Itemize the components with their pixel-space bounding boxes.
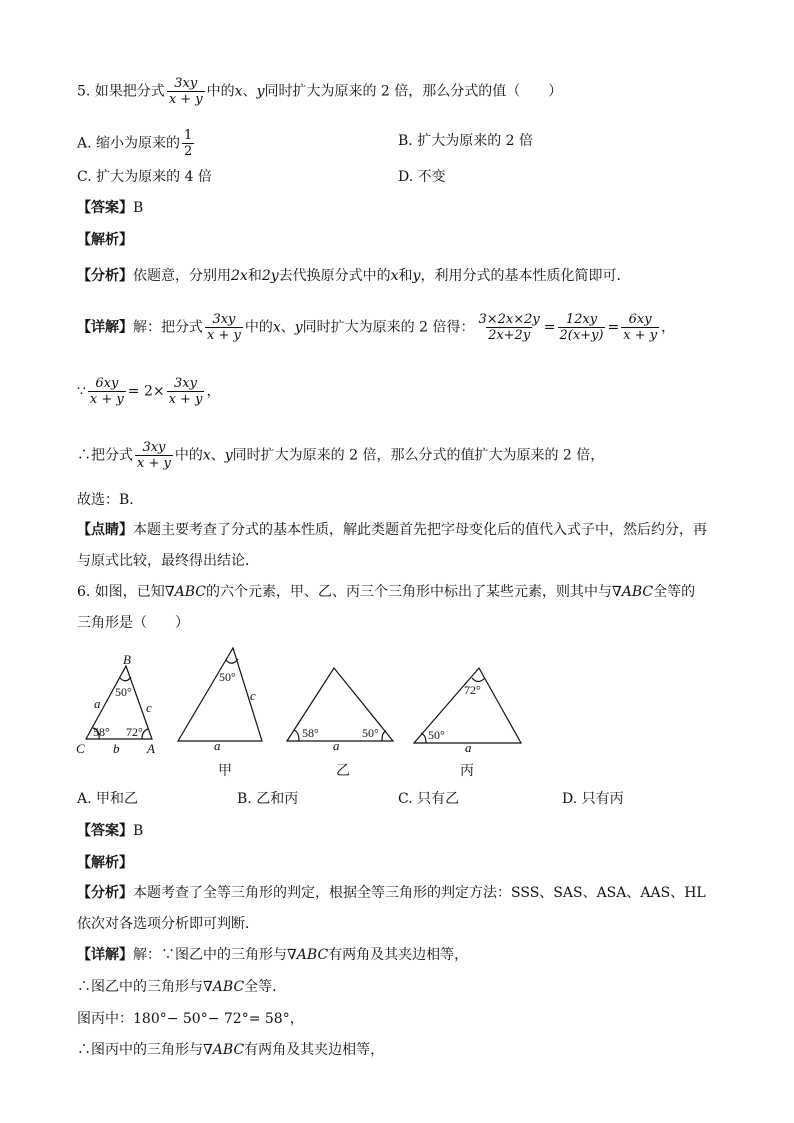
triangle-symbol: ∇ xyxy=(203,979,213,995)
side-a-bing: a xyxy=(465,740,472,755)
q5-select: 故选：B． xyxy=(77,492,144,508)
var-y: y xyxy=(412,268,421,284)
q6-option-d: D. 只有丙 xyxy=(562,791,624,807)
q5-because xyxy=(77,376,220,407)
triangle-symbol: ∇ xyxy=(164,584,175,600)
frac-num: 3xy xyxy=(174,376,197,391)
var-x: x xyxy=(272,319,281,336)
side-a-jia: a xyxy=(214,738,221,753)
fenxi-text: 去代换原分式中的 xyxy=(278,268,391,284)
fenxi-text: ，利用分式的基本性质化简即可． xyxy=(420,268,631,284)
fenxi-text: 和 xyxy=(247,268,262,284)
q6-option-b: B. 乙和丙 xyxy=(237,791,299,807)
q6-option-c: C. 只有乙 xyxy=(398,791,460,807)
frac-num: 6xy xyxy=(628,312,652,327)
angle-yi-right-label: 50° xyxy=(362,726,379,740)
fenxi-text: 依题意，分别用 xyxy=(133,268,231,284)
q5-option-b: B. 扩大为原来的 2 倍 xyxy=(398,133,533,149)
answer-tag: 【答案】 xyxy=(77,823,133,839)
q5-analysis-tag: 【解析】 xyxy=(77,232,133,248)
frac-den: 2x+2y xyxy=(488,328,531,343)
q5-answer xyxy=(77,198,143,218)
q6-answer xyxy=(77,821,143,841)
angle-bing-top-arc xyxy=(472,678,485,682)
side-b-label: b xyxy=(113,741,120,756)
angle-b-label: 50° xyxy=(115,685,132,699)
triangle-abc: ABC xyxy=(296,947,329,963)
q5-therefore xyxy=(77,440,604,471)
expr-2x: 2x xyxy=(231,268,248,284)
angle-yi-left-label: 58° xyxy=(302,726,319,740)
fraction-6xy xyxy=(621,312,659,343)
equals-sign: = xyxy=(607,319,620,336)
angle-jia-label: 50° xyxy=(219,670,236,684)
answer-value: B xyxy=(133,823,144,839)
q6-detail-1 xyxy=(77,945,468,965)
detail-tag: 【详解】 xyxy=(77,947,133,963)
frac-den: 2(x+y) xyxy=(559,328,604,343)
frac-num: 3xy xyxy=(142,440,166,455)
frac-den: x + y xyxy=(168,92,203,107)
expr-2y: 2y xyxy=(261,268,279,284)
q5-option-c: C. 扩大为原来的 4 倍 xyxy=(77,169,212,185)
q6-stem-text: 6. 如图，已知 xyxy=(77,584,165,600)
q6-stem-text: 全等的 xyxy=(653,584,696,600)
detail-text: ∴图丙中的三角形与 xyxy=(77,1042,203,1058)
frac-num: 1 xyxy=(184,128,193,143)
q5-option-d: D. 不变 xyxy=(398,169,446,185)
var-y: y xyxy=(224,447,233,464)
comment-text: 本题主要考查了分式的基本性质，解此类题首先把字母变化后的值代入式子中，然后约分，再 xyxy=(133,522,707,538)
equals-sign: = xyxy=(543,319,556,336)
fenxi-text: 本题考查了全等三角形的判定，根据全等三角形的判定方法：SSS、SAS、ASA、AAS、HL xyxy=(133,885,706,901)
angle-bing-left-label: 50° xyxy=(428,728,445,742)
q5-comment-2: 与原式比较，最终得出结论． xyxy=(77,553,259,569)
comment-tag: 【点睛】 xyxy=(77,522,133,538)
var-y: y xyxy=(256,83,265,100)
detail-text: 解：∵图乙中的三角形与 xyxy=(133,947,287,963)
fraction-12xy xyxy=(558,312,606,343)
q6-analysis-tag: 【解析】 xyxy=(77,855,133,871)
frac-den: x + y xyxy=(89,392,124,407)
equation-text: = 2× xyxy=(127,383,165,400)
angle-c-label: 58° xyxy=(93,725,110,739)
fraction-3xy xyxy=(167,76,205,107)
therefore-text: ∴把分式 xyxy=(77,447,133,464)
q6-stem-text: 的六个元素，甲、乙、丙三个三角形中标出了某些元素，则其中与 xyxy=(205,584,612,600)
frac-num: 3×2x×2y xyxy=(478,312,540,327)
detail-text: 解：把分式 xyxy=(133,319,203,336)
q5-option-a xyxy=(77,128,196,159)
q5-comment-1 xyxy=(77,520,707,540)
answer-tag: 【答案】 xyxy=(77,200,133,216)
answer-value: B xyxy=(133,200,144,216)
fenxi-tag: 【分析】 xyxy=(77,885,133,901)
therefore-text: 中的 xyxy=(174,447,203,464)
var-x: x xyxy=(390,268,399,284)
detail-text: ∴图乙中的三角形与 xyxy=(77,979,203,995)
frac-den: x + y xyxy=(207,328,241,343)
q5-fenxi xyxy=(77,266,630,286)
frac-num: 3xy xyxy=(212,312,236,327)
var-x: x xyxy=(234,83,243,100)
frac-den: 2 xyxy=(184,144,193,159)
triangle-symbol: ∇ xyxy=(287,947,297,963)
vertex-c: C xyxy=(76,741,85,756)
triangle-symbol: ∇ xyxy=(611,584,622,600)
separator: 、 xyxy=(242,83,257,100)
side-a-label: a xyxy=(94,696,101,711)
punctuation: ， xyxy=(206,383,221,400)
vertex-a: A xyxy=(147,741,155,756)
side-a-yi: a xyxy=(333,738,340,753)
triangle-symbol: ∇ xyxy=(203,1042,213,1058)
detail-text: 中的 xyxy=(244,319,273,336)
q6-stem-2: 三角形是（ ） xyxy=(77,615,189,631)
angle-bing-top-label: 72° xyxy=(464,683,481,697)
frac-den: x + y xyxy=(623,328,658,343)
fraction-expanded xyxy=(476,312,541,343)
triangle-abc: ABC xyxy=(174,584,206,600)
detail-text: 全等． xyxy=(244,979,287,995)
angle-a-label: 72° xyxy=(126,725,143,739)
vertex-b: B xyxy=(123,652,131,667)
q6-stem-1 xyxy=(77,582,695,602)
frac-den: x + y xyxy=(137,456,171,471)
detail-tag: 【详解】 xyxy=(77,319,133,336)
fenxi-text: 和 xyxy=(398,268,413,284)
fraction-3xy xyxy=(167,376,205,407)
fraction-3xy xyxy=(135,440,173,471)
because-symbol: ∵ xyxy=(77,383,86,400)
q6-option-a: A. 甲和乙 xyxy=(77,791,139,807)
caption-jia: 甲 xyxy=(218,763,232,779)
q6-fenxi-1 xyxy=(77,883,706,903)
fenxi-tag: 【分析】 xyxy=(77,268,133,284)
angle-yi-left-arc xyxy=(294,730,299,741)
detail-text: 有两角及其夹边相等， xyxy=(328,947,469,963)
frac-num: 3xy xyxy=(174,76,198,91)
separator: 、 xyxy=(210,447,225,464)
frac-num: 6xy xyxy=(95,376,119,391)
var-x: x xyxy=(202,447,211,464)
q6-detail-3: 图丙中：180°− 50°− 72°= 58°， xyxy=(77,1011,304,1027)
q5-detail xyxy=(77,312,675,343)
triangle-abc: ABC xyxy=(621,584,654,600)
side-c-jia: c xyxy=(250,688,256,703)
detail-text: 同时扩大为原来的 2 倍得： xyxy=(302,319,475,336)
q6-detail-4 xyxy=(77,1040,384,1060)
q6-detail-2 xyxy=(77,977,286,997)
var-y: y xyxy=(294,319,303,336)
fraction-half xyxy=(182,128,194,159)
triangle-abc: ABC xyxy=(212,979,245,995)
side-c-label: c xyxy=(146,700,152,715)
punctuation: ， xyxy=(661,319,676,336)
q6-fenxi-2: 依次对各选项分析即可判断． xyxy=(77,916,259,932)
option-a-text: A. 缩小为原来的 xyxy=(77,135,181,152)
angle-b-arc xyxy=(120,677,131,681)
q5-stem xyxy=(77,76,562,107)
q5-stem-text: 同时扩大为原来的 2 倍，那么分式的值（ ） xyxy=(264,83,563,100)
q5-stem-text: 5. 如果把分式 xyxy=(77,83,165,100)
therefore-text: 同时扩大为原来的 2 倍，那么分式的值扩大为原来的 2 倍， xyxy=(232,447,605,464)
frac-den: x + y xyxy=(168,392,203,407)
caption-yi: 乙 xyxy=(336,763,350,779)
frac-num: 12xy xyxy=(565,312,598,327)
separator: 、 xyxy=(280,319,295,336)
fraction-3xy xyxy=(205,312,243,343)
q5-stem-text: 中的 xyxy=(206,83,235,100)
angle-a-arc xyxy=(142,729,148,739)
fraction-6xy xyxy=(88,376,126,407)
detail-text: 有两角及其夹边相等， xyxy=(244,1042,385,1058)
caption-bing: 丙 xyxy=(460,763,474,779)
q6-figures xyxy=(0,640,794,790)
triangle-abc: ABC xyxy=(212,1042,245,1058)
